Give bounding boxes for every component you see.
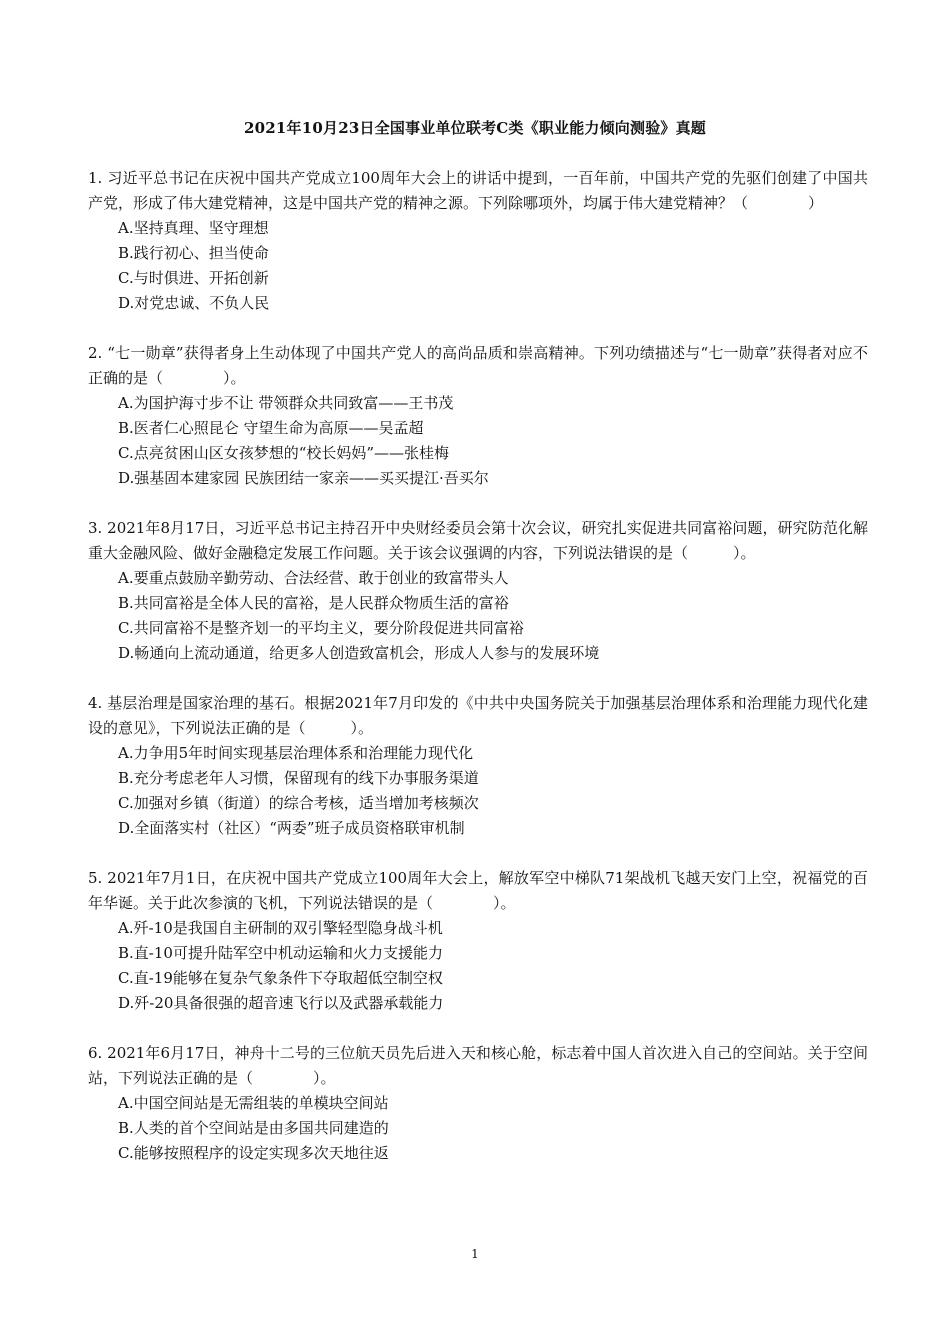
option-a: A.力争用5年时间实现基层治理体系和治理能力现代化 bbox=[118, 744, 474, 762]
question-1 bbox=[88, 166, 868, 316]
question-6 bbox=[88, 1041, 868, 1166]
option-d: D.歼-20具备很强的超音速飞行以及武器承载能力 bbox=[118, 994, 444, 1012]
option-b: B.人类的首个空间站是由多国共同建造的 bbox=[118, 1119, 389, 1137]
question-4 bbox=[88, 691, 868, 841]
question-stem: 4. 基层治理是国家治理的基石。根据2021年7月印发的《中共中央国务院关于加强基层治理体系和治理能力现代化建设的意见》，下列说法正确的是（ ）。 bbox=[88, 694, 868, 737]
option-d: D.强基固本建家园 民族团结一家亲——买买提江·吾买尔 bbox=[118, 469, 489, 487]
question-stem: 1. 习近平总书记在庆祝中国共产党成立100周年大会上的讲话中提到，一百年前，中国共产党的先驱们创建了中国共产党，形成了伟大建党精神，这是中国共产党的精神之源。下列除哪项外，均属于伟大建党精神？（ ） bbox=[88, 169, 868, 212]
question-3 bbox=[88, 516, 868, 666]
option-b: B.践行初心、担当使命 bbox=[118, 244, 269, 262]
option-c: C.直-19能够在复杂气象条件下夺取超低空制空权 bbox=[118, 969, 443, 987]
option-b: B.充分考虑老年人习惯，保留现有的线下办事服务渠道 bbox=[118, 769, 479, 787]
option-c: C.能够按照程序的设定实现多次天地往返 bbox=[118, 1144, 389, 1162]
option-b: B.共同富裕是全体人民的富裕，是人民群众物质生活的富裕 bbox=[118, 594, 509, 612]
option-a: A.中国空间站是无需组装的单模块空间站 bbox=[118, 1094, 389, 1112]
page-number: 1 bbox=[471, 1247, 479, 1261]
question-stem: 2. “七一勋章”获得者身上生动体现了中国共产党人的高尚品质和崇高精神。下列功绩描述与“七一勋章”获得者对应不正确的是（ ）。 bbox=[88, 344, 868, 387]
option-d: D.全面落实村（社区）“两委”班子成员资格联审机制 bbox=[118, 819, 465, 837]
option-b: B.医者仁心照昆仑 守望生命为高原——吴孟超 bbox=[118, 419, 424, 437]
document-title: 2021年10月23日全国事业单位联考C类《职业能力倾向测验》真题 bbox=[243, 119, 707, 137]
option-a: A.歼-10是我国自主研制的双引擎轻型隐身战斗机 bbox=[118, 919, 443, 937]
option-a: A.坚持真理、坚守理想 bbox=[118, 219, 269, 237]
question-5 bbox=[88, 866, 868, 1016]
option-c: C.加强对乡镇（街道）的综合考核，适当增加考核频次 bbox=[118, 794, 479, 812]
option-b: B.直-10可提升陆军空中机动运输和火力支援能力 bbox=[118, 944, 443, 962]
option-a: A.为国护海寸步不让 带领群众共同致富——王书茂 bbox=[118, 394, 454, 412]
option-c: C.与时俱进、开拓创新 bbox=[118, 269, 269, 287]
question-list bbox=[88, 166, 868, 1191]
option-d: D.对党忠诚、不负人民 bbox=[118, 294, 270, 312]
question-stem: 3. 2021年8月17日，习近平总书记主持召开中央财经委员会第十次会议，研究扎实促进共同富裕问题，研究防范化解重大金融风险、做好金融稳定发展工作问题。关于该会议强调的内容，下列说法错误的是（ ）。 bbox=[88, 519, 868, 562]
option-c: C.点亮贫困山区女孩梦想的“校长妈妈”——张桂梅 bbox=[118, 444, 450, 462]
option-c: C.共同富裕不是整齐划一的平均主义，要分阶段促进共同富裕 bbox=[118, 619, 524, 637]
question-2 bbox=[88, 341, 868, 491]
question-stem: 5. 2021年7月1日，在庆祝中国共产党成立100周年大会上，解放军空中梯队71架战机飞越天安门上空，祝福党的百年华诞。关于此次参演的飞机，下列说法错误的是（ ）。 bbox=[88, 869, 868, 912]
question-stem: 6. 2021年6月17日，神舟十二号的三位航天员先后进入天和核心舱，标志着中国人首次进入自己的空间站。关于空间站，下列说法正确的是（ ）。 bbox=[88, 1044, 868, 1087]
option-a: A.要重点鼓励辛勤劳动、合法经营、敢于创业的致富带头人 bbox=[118, 569, 509, 587]
option-d: D.畅通向上流动通道，给更多人创造致富机会，形成人人参与的发展环境 bbox=[118, 644, 600, 662]
